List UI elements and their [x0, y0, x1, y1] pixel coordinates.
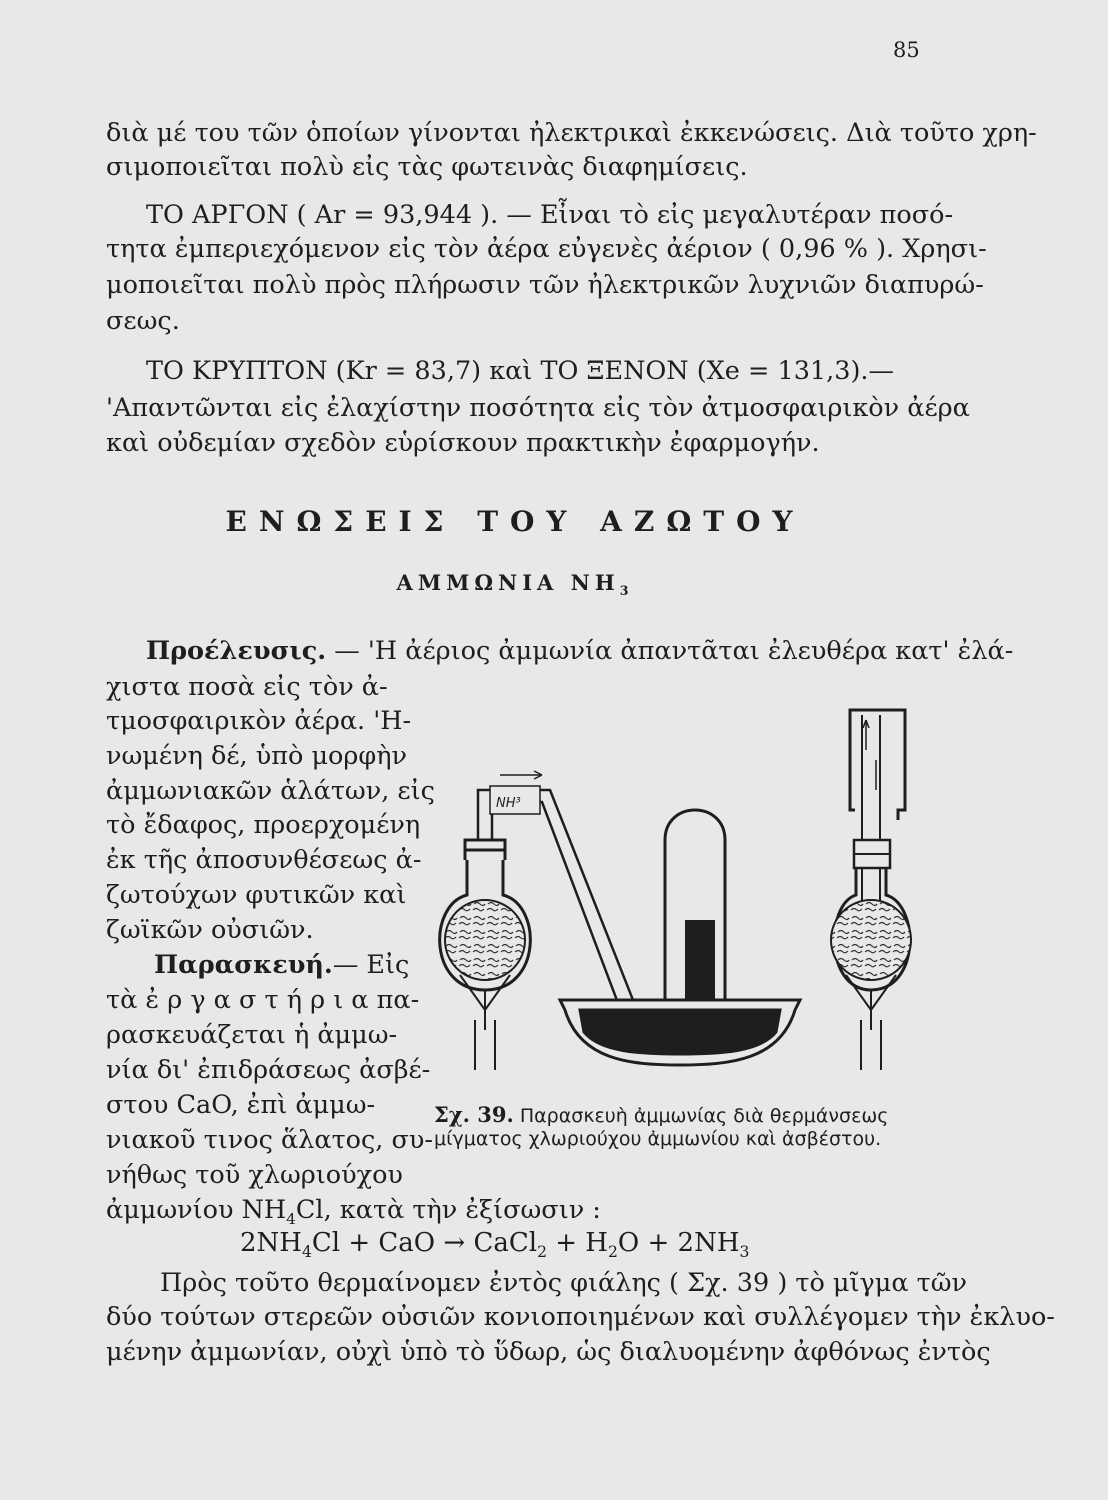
svg-text:NH³: NH³: [496, 796, 521, 811]
preparation-line: στου CaO, ἐπὶ ἀμμω-: [106, 1090, 376, 1120]
ammonia-apparatus-figure: [430, 690, 950, 1090]
origin-line: ζωτούχων φυτικῶν καὶ: [106, 880, 407, 910]
intro-line: διὰ μέ του τῶν ὁποίων γίνονται ἠλεκτρικαὶ ἐκκενώσεις. Διὰ τοῦτο χρη-: [106, 118, 1037, 148]
origin-line: ἀμμωνιακῶν ἁλάτων, εἰς: [106, 776, 435, 806]
argon-line: μοποιεῖται πολὺ πρὸς πλήρωσιν τῶν ἠλεκτρικῶν λυχνιῶν διαπυρώ-: [106, 270, 984, 300]
krypton-line: 'Απαντῶνται εἰς ἐλαχίστην ποσότητα εἰς τὸν ἀτμοσφαιρικὸν ἀέρα: [106, 393, 970, 423]
closing-line: μένην ἀμμωνίαν, οὐχὶ ὑπὸ τὸ ὕδωρ, ὡς διαλυομένην ἀφθόνως ἐντὸς: [106, 1337, 991, 1367]
preparation-line: τὰ ἐ ρ γ α σ τ ή ρ ι α πα-: [106, 985, 420, 1015]
argon-line: ΤΟ ΑΡΓΟΝ ( Ar = 93,944 ). — Εἶναι τὸ εἰς μεγαλυτέραν ποσό-: [146, 200, 954, 230]
preparation-line: νία δι' ἐπιδράσεως ἀσβέ-: [106, 1055, 431, 1085]
krypton-line: ΤΟ ΚΡΥΠΤΟΝ (Kr = 83,7) καὶ ΤΟ ΞΕΝΟΝ (Xe = 131,3).—: [146, 356, 895, 386]
closing-line: Πρὸς τοῦτο θερμαίνομεν ἐντὸς φιάλης ( Σχ. 39 ) τὸ μῖγμα τῶν: [160, 1268, 968, 1298]
origin-line: χιστα ποσὰ εἰς τὸν ἀ-: [106, 672, 388, 702]
closing-line: δύο τούτων στερεῶν οὐσιῶν κονιοποιημένων καὶ συλλέγομεν τὴν ἐκλυο-: [106, 1302, 1055, 1332]
preparation-line: νήθως τοῦ χλωριούχου: [106, 1160, 403, 1190]
figure-caption-line-2: μίγματος χλωριούχου ἀμμωνίου καὶ ἀσβέστου.: [434, 1128, 882, 1150]
origin-line: ἐκ τῆς ἀποσυνθέσεως ἀ-: [106, 845, 422, 875]
right-flask: [831, 710, 911, 1070]
preparation-first-line: Παρασκευή.— Εἰς: [154, 950, 410, 980]
origin-line: τμοσφαιρικὸν ἀέρα. 'Η-: [106, 706, 412, 736]
preparation-label: Παρασκευή.: [154, 950, 333, 980]
preparation-last-line: ἀμμωνίου $NH_4Cl$, κατὰ τὴν ἐξίσωσιν :: [106, 1195, 601, 1229]
intro-line: σιμοποιεῖται πολὺ εἰς τὰς φωτεινὰς διαφημίσεις.: [106, 152, 748, 182]
section-title: ΕΝΩΣΕΙΣ ΤΟΥ ΑΖΩΤΟΥ: [225, 505, 805, 538]
figure-caption-line-1: Σχ. 39. Παρασκευὴ ἀμμωνίας διὰ θερμάνσεως: [434, 1102, 889, 1127]
origin-line: τὸ ἔδαφος, προερχομένη: [106, 810, 421, 840]
subsection-title: [0, 570, 1030, 598]
argon-line: σεως.: [106, 306, 180, 336]
page-number: 85: [893, 38, 920, 62]
reaction-equation: $2NH_4Cl$ + CaO → CaCl$_2$ + $H_2O + 2NH_3$: [240, 1228, 750, 1262]
origin-line: νωμένη δέ, ὑπὸ μορφὴν: [106, 741, 408, 771]
left-flask: [440, 840, 531, 1070]
origin-line: ζωϊκῶν οὐσιῶν.: [106, 915, 314, 945]
water-trough: [560, 1000, 800, 1065]
krypton-line: καὶ οὐδεμίαν σχεδὸν εὑρίσκουν πρακτικὴν ἐφαρμογήν.: [106, 428, 820, 458]
preparation-line: νιακοῦ τινος ἅλατος, συ-: [106, 1125, 434, 1155]
argon-line: τητα ἐμπεριεχόμενον εἰς τὸν ἀέρα εὐγενὲς ἀέριον ( 0,96 % ). Χρησι-: [106, 234, 987, 264]
origin-first-line: Προέλευσις. — 'Η ἀέριος ἀμμωνία ἀπαντᾶται ἐλευθέρα κατ' ἐλά-: [146, 636, 1014, 666]
subsection-formula: $NH_3$: [570, 570, 634, 599]
figure-number: Σχ. 39.: [434, 1102, 514, 1127]
subsection-name: ΑΜΜΩΝΙΑ: [396, 570, 559, 595]
origin-label: Προέλευσις.: [146, 636, 327, 666]
preparation-line: ρασκευάζεται ἡ ἀμμω-: [106, 1020, 398, 1050]
